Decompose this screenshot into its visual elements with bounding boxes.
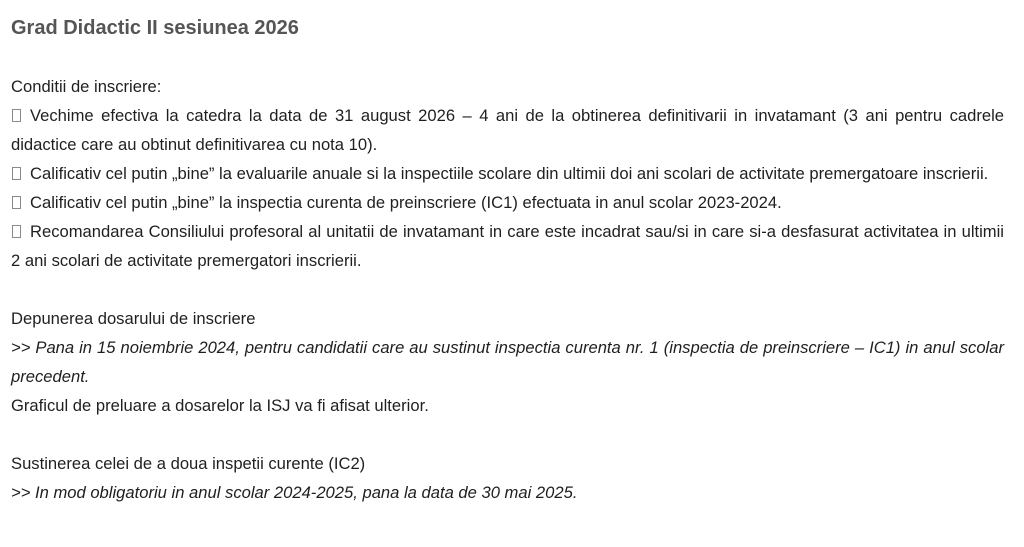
conditii-item-text: Calificativ cel putin „bine” la inspectia curenta de preinscriere (IC1) efectuata in anul scolar 2023-2024. [30, 193, 782, 212]
article-content [11, 0, 1004, 507]
conditii-item [11, 159, 1004, 188]
bullet-glyph-icon [12, 109, 21, 122]
sustinere-detail: >> In mod obligatoriu in anul scolar 2024-2025, pana la data de 30 mai 2025. [11, 483, 578, 502]
page-title: Grad Didactic II sesiunea 2026 [11, 17, 299, 39]
conditii-item-text: Calificativ cel putin „bine” la evaluarile anuale si la inspectiile scolare din ultimii doi ani scolari de activitate premergatoare inscrierii. [30, 164, 989, 183]
sustinere-section [11, 449, 1004, 507]
bullet-glyph-icon [12, 225, 21, 238]
depunere-detail: >> Pana in 15 noiembrie 2024, pentru candidatii care au sustinut inspectia curenta nr. 1 (inspectia de preinscriere – IC1) in anul scolar precedent. [11, 338, 1004, 386]
conditii-item-text: Recomandarea Consiliului profesoral al unitatii de invatamant in care este incadrat sau/si in care si-a desfasurat activitatea in ultimii 2 ani scolari de activitate premergatori inscrierii. [11, 222, 1004, 270]
conditii-heading: Conditii de inscriere: [11, 77, 162, 96]
conditii-item-text: Vechime efectiva la catedra la data de 31 august 2026 – 4 ani de la obtinerea definitivarii in invatamant (3 ani pentru cadrele didactice care au obtinut definitivarea cu nota 10). [11, 106, 1004, 154]
depunere-section [11, 304, 1004, 420]
sustinere-heading: Sustinerea celei de a doua inspetii curente (IC2) [11, 454, 366, 473]
conditii-item [11, 188, 1004, 217]
conditii-section [11, 72, 1004, 275]
bullet-glyph-icon [12, 167, 21, 180]
depunere-note: Graficul de preluare a dosarelor la ISJ va fi afisat ulterior. [11, 396, 429, 415]
bullet-glyph-icon [12, 196, 21, 209]
conditii-item [11, 101, 1004, 159]
conditii-item [11, 217, 1004, 275]
depunere-heading: Depunerea dosarului de inscriere [11, 309, 256, 328]
